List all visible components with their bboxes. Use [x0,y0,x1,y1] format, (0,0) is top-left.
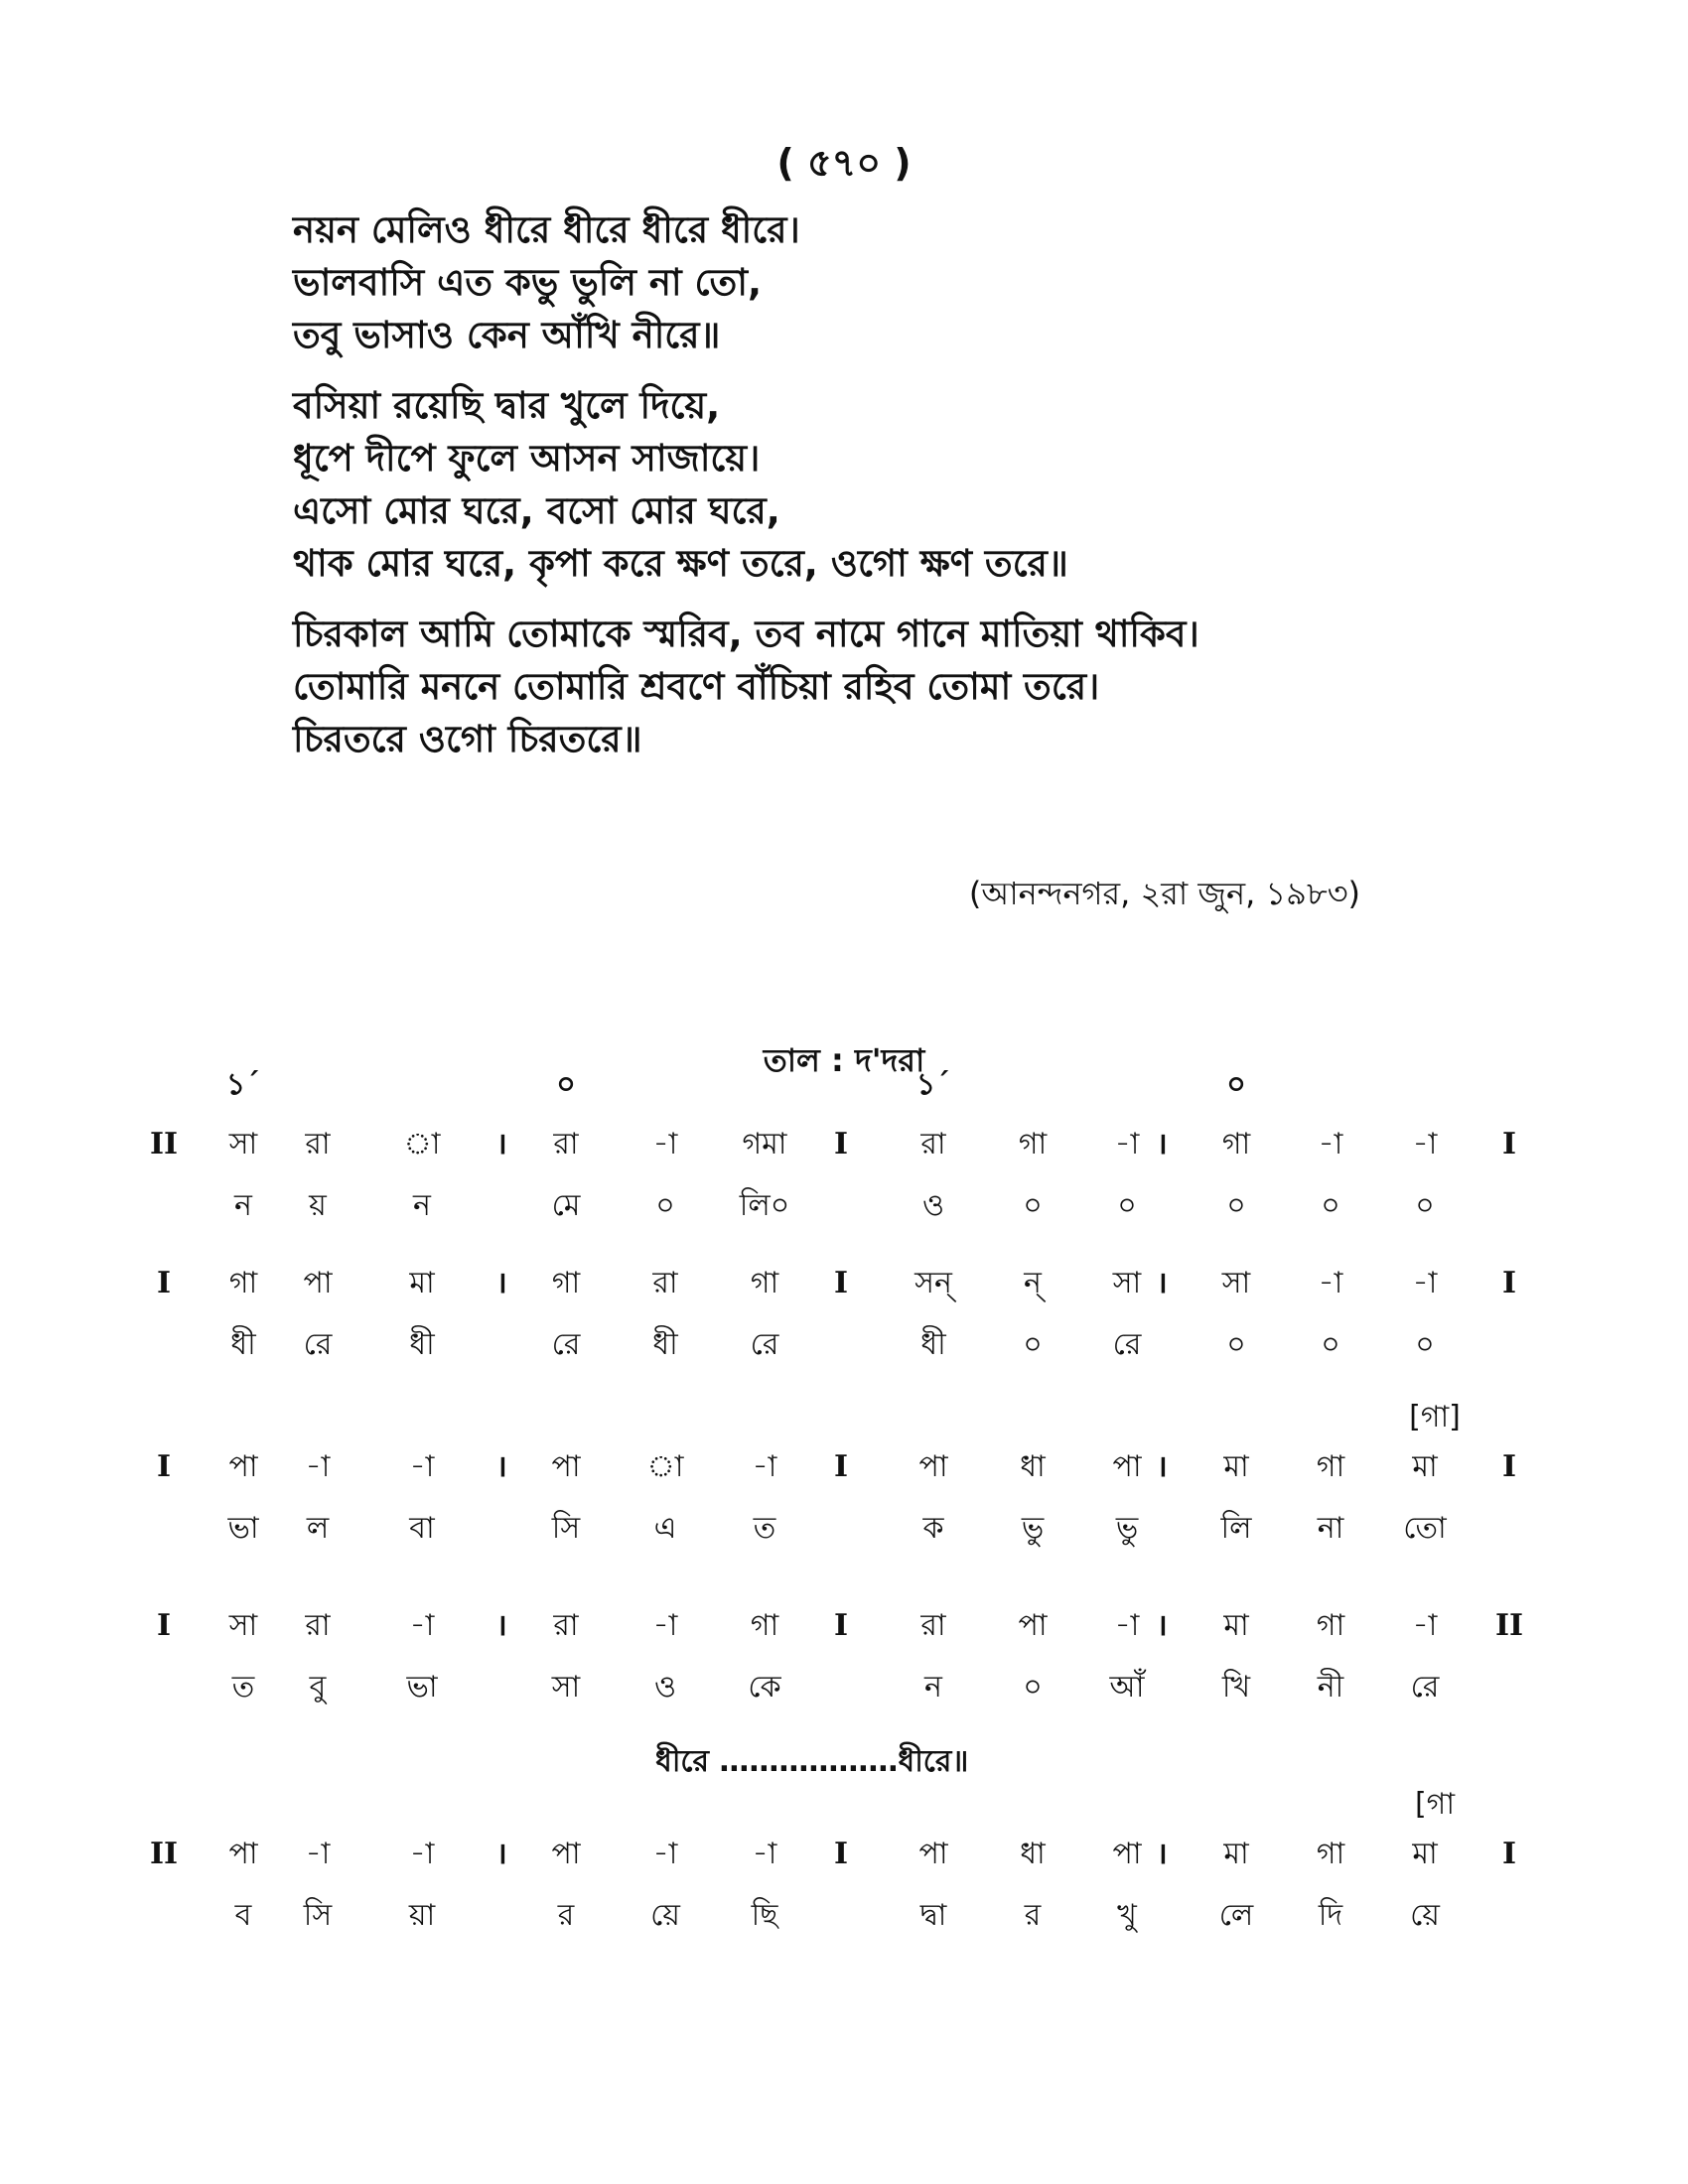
swara-note: গা [1316,1449,1345,1484]
swara-note: মা [1223,1837,1249,1871]
beat-mark: ১´ [915,1067,951,1102]
swara-note: গা [228,1266,258,1300]
swara-note: -া [1114,1127,1140,1161]
swara-note: মা [1412,1837,1438,1871]
swara-note: -া [1412,1127,1438,1161]
swara-note: মা [1412,1449,1438,1484]
swara-note: ন্ [1024,1266,1042,1300]
swara-note: পা [228,1449,258,1484]
beat-mark: ১´ [225,1067,261,1102]
swara-note: া [403,1127,441,1161]
swara-note: সা [1221,1266,1251,1300]
swara-note: সা [1112,1266,1142,1300]
swara-note: -া [305,1449,331,1484]
lyric-syllable: ও [921,1188,945,1223]
bar-line-end: I [1501,1449,1517,1484]
lyric-syllable: ০ [1321,1327,1340,1362]
stanza-1 [293,204,1465,361]
vibhag-separator: । [1156,1449,1168,1484]
poem-text [293,204,1465,783]
poem-line: বসিয়া রয়েছি দ্বার খুলে দিয়ে, [293,384,721,427]
swara-note: পা [918,1837,948,1871]
swara-note: -া [1412,1608,1438,1643]
lyric-syllable: ধী [652,1327,678,1362]
swara-note: গমা [742,1127,787,1161]
bar-line-start: I [156,1608,172,1643]
lyric-syllable: সা [551,1670,581,1705]
lyric-syllable: ন [413,1188,431,1223]
swara-note: পা [1018,1608,1048,1643]
vibhag-separator: । [495,1449,507,1484]
poem-line: নয়ন মেলিও ধীরে ধীরে ধীরে ধীরে। [293,208,800,251]
lyric-syllable: রে [303,1327,333,1362]
lyric-syllable: য়ে [650,1898,680,1933]
vibhag-separator: । [1156,1608,1168,1643]
lyric-syllable: ০ [1415,1327,1435,1362]
swara-note: পা [551,1449,581,1484]
swara-note: পা [918,1449,948,1484]
lyric-syllable: য়ে [1410,1898,1440,1933]
swara-note: গা [750,1266,779,1300]
lyric-syllable: নী [1317,1670,1344,1705]
swara-note: -া [1318,1266,1343,1300]
lyric-syllable: র [557,1898,575,1933]
poem-line: তবু ভাসাও কেন আঁখি নীরে॥ [293,314,721,356]
poem-line: তোমারি মননে তোমারি শ্রবণে বাঁচিয়া রহিব তোমা তরে। [293,665,1100,708]
swara-note: পা [303,1266,333,1300]
swara-note: -া [652,1608,678,1643]
swara-note: গা [1316,1837,1345,1871]
bar-line-end: I [1501,1837,1517,1871]
swara-note: -া [1318,1127,1343,1161]
lyric-syllable: ন [924,1670,942,1705]
lyric-syllable: দ্বা [919,1898,947,1933]
lyric-syllable: য়া [408,1898,436,1933]
bar-line-end: I [1501,1266,1517,1300]
swara-note: মা [1223,1608,1249,1643]
lyric-syllable: বা [409,1511,435,1546]
lyric-syllable: ল [306,1511,330,1546]
bar-line-start: I [156,1449,172,1484]
lyric-syllable: তো [1403,1511,1447,1546]
vibhag-separator: । [495,1266,507,1300]
lyric-syllable: ক [922,1511,944,1546]
bar-line-end: II [1494,1608,1524,1643]
lyric-syllable: রে [1410,1670,1440,1705]
swara-note: সন্ [914,1266,952,1300]
swara-annotation: [গা] [1409,1400,1461,1434]
vibhag-separator: I [833,1608,849,1643]
vibhag-separator: I [833,1449,849,1484]
vibhag-separator: I [833,1266,849,1300]
swara-note: -া [409,1608,435,1643]
vibhag-separator: । [495,1127,507,1161]
lyric-syllable: রে [750,1327,779,1362]
lyric-syllable: আঁ [1109,1670,1145,1705]
lyric-syllable: লি [1220,1511,1252,1546]
lyric-syllable: সি [303,1898,333,1933]
lyric-syllable: বু [309,1670,327,1705]
lyric-syllable: ভু [1115,1511,1139,1546]
swara-note: পা [1112,1837,1142,1871]
swara-note: পা [551,1837,581,1871]
stanza-2 [293,379,1465,590]
swara-note: গা [1018,1127,1048,1161]
stanza-3 [293,608,1465,765]
swara-note: ধা [1020,1837,1046,1871]
lyric-syllable: ০ [1023,1188,1043,1223]
swara-note: -া [752,1837,777,1871]
vibhag-separator: I [833,1837,849,1871]
lyric-syllable: মে [551,1188,581,1223]
poem-line: ধূপে দীপে ফুলে আসন সাজায়ে। [293,437,761,479]
lyric-syllable: ভু [1021,1511,1045,1546]
swara-note: গা [1221,1127,1251,1161]
lyric-syllable: সি [551,1511,581,1546]
swara-note: রা [305,1608,331,1643]
swara-note: রা [305,1127,331,1161]
swara-note: -া [652,1127,678,1161]
swara-note: ধা [1020,1449,1046,1484]
swara-note: মা [1223,1449,1249,1484]
poem-line: থাক মোর ঘরে, কৃপা করে ক্ষণ তরে, ওগো ক্ষণ তরে॥ [293,542,1068,585]
vibhag-separator: । [1156,1266,1168,1300]
bar-line-end: I [1501,1127,1517,1161]
bar-line-start: II [149,1837,179,1871]
swara-note: -া [409,1449,435,1484]
lyric-syllable: ব [234,1898,252,1933]
lyric-syllable: ছি [751,1898,778,1933]
refrain-line: ধীরে ………………ধীরে॥ [655,1744,969,1779]
swara-note: সা [228,1608,258,1643]
vibhag-separator: । [1156,1837,1168,1871]
vibhag-separator: । [495,1837,507,1871]
vibhag-separator: । [495,1608,507,1643]
tala-heading: তাল : দ'দরা [763,1041,925,1079]
swara-note: -া [1114,1608,1140,1643]
lyric-syllable: ভা [227,1511,259,1546]
lyric-syllable: ধী [230,1327,256,1362]
lyric-syllable: ন [234,1188,252,1223]
bar-line-start: II [149,1127,179,1161]
swara-annotation: [গা [1414,1787,1456,1822]
swara-note: সা [228,1127,258,1161]
poem-line: ভালবাসি এত কভু ভুলি না তো, [293,261,763,304]
swara-note: রা [920,1127,946,1161]
lyric-syllable: র [1024,1898,1042,1933]
lyric-syllable: লি০ [739,1188,790,1223]
swara-note: পা [1112,1449,1142,1484]
swara-note: রা [553,1127,579,1161]
lyric-syllable: কে [748,1670,781,1705]
vibhag-separator: I [833,1127,849,1161]
lyric-syllable: ও [653,1670,677,1705]
swara-note: -া [752,1449,777,1484]
lyric-syllable: ০ [1226,1188,1246,1223]
swara-note: রা [920,1608,946,1643]
bar-line-start: I [156,1266,172,1300]
beat-mark: ০ [556,1067,576,1102]
lyric-syllable: খু [1117,1898,1137,1933]
swara-note: -া [305,1837,331,1871]
lyric-syllable: খি [1221,1670,1251,1705]
beat-mark: ০ [1226,1067,1246,1102]
poem-line: এসো মোর ঘরে, বসো মোর ঘরে, [293,489,780,532]
lyric-syllable: ০ [1321,1188,1340,1223]
swara-note: গা [551,1266,581,1300]
lyric-syllable: ধী [920,1327,946,1362]
swara-note: া [646,1449,684,1484]
dateline: (আনন্দনগর, ২রা জুন, ১৯৮৩) [968,875,1360,912]
notation-grid [149,1067,1539,2134]
swara-note: রা [553,1608,579,1643]
lyric-syllable: ভা [406,1670,438,1705]
lyric-syllable: ০ [1226,1327,1246,1362]
vibhag-separator: । [1156,1127,1168,1161]
lyric-syllable: ০ [1023,1327,1043,1362]
lyric-syllable: ০ [1023,1670,1043,1705]
lyric-syllable: ০ [1415,1188,1435,1223]
swara-note: মা [409,1266,435,1300]
lyric-syllable: ত [753,1511,776,1546]
lyric-syllable: লে [1218,1898,1254,1933]
lyric-syllable: দি [1318,1898,1343,1933]
lyric-syllable: ০ [1117,1188,1137,1223]
lyric-syllable: না [1317,1511,1344,1546]
swara-note: -া [409,1837,435,1871]
swara-note: রা [652,1266,678,1300]
lyric-syllable: রে [551,1327,581,1362]
swara-note: -া [1412,1266,1438,1300]
swara-note: -া [652,1837,678,1871]
swara-note: গা [1316,1608,1345,1643]
swara-note: গা [750,1608,779,1643]
lyric-syllable: রে [1112,1327,1142,1362]
lyric-syllable: ধী [409,1327,435,1362]
lyric-syllable: এ [653,1511,677,1546]
lyric-syllable: য় [309,1188,327,1223]
lyric-syllable: ত [231,1670,255,1705]
lyric-syllable: ০ [655,1188,675,1223]
page-number: ( ৫৭০ ) [776,141,912,185]
poem-line: চিরতরে ওগো চিরতরে॥ [293,718,642,760]
swara-note: পা [228,1837,258,1871]
poem-line: চিরকাল আমি তোমাকে স্মরিব, তব নামে গানে মাতিয়া থাকিব। [293,613,1199,655]
